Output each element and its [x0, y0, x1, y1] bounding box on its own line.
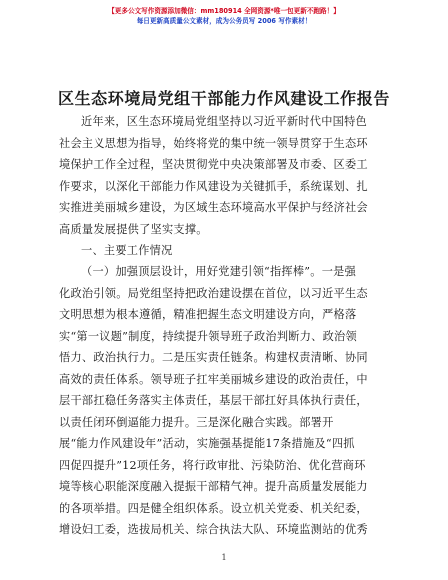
body-line: 以责任闭环倒逼能力提升。三是深化融合实践。部署开 [59, 416, 334, 429]
body-line: 作要求，以深化干部能力作风建设为关键抓手，系统谋划、扎 [59, 180, 368, 193]
body-line: （一）加强顶层设计，用好党建引领“指挥棒”。一是强 [81, 265, 357, 278]
document-title: 区生态环境局党组干部能力作风建设工作报告 [57, 89, 390, 108]
body-line: 境等核心职能深度融入提振干部精气神。提升高质量发展能力 [59, 480, 368, 493]
body-line: 增设妇工委，选拔局机关、综合执法大队、环境监测站的优秀 [59, 523, 368, 536]
body-line: 实推进美丽城乡建设，为区域生态环境高水平保护与经济社会 [59, 201, 368, 214]
body-line: 实“第一议题”制度，持续提升领导班子政治判断力、政治领 [59, 330, 357, 343]
body-line: 近年来，区生态环境局党组坚持以习近平新时代中国特色 [81, 115, 367, 128]
page-number: 1 [221, 553, 227, 562]
promo-banner-line-2: 每日更新高质量公文素材，成为公务员写 2006 写作素材！ [136, 17, 312, 25]
body-line: 文明思想为根本遵循，精准把握生态文明建设方向，严格落 [59, 308, 357, 321]
body-line: 展“能力作风建设年”活动，实施强基提能17条措施及“四抓 [59, 437, 355, 450]
body-line: 四促四提升”12项任务，将行政审批、污染防治、优化营商环 [59, 459, 366, 472]
body-line: 高效的责任体系。领导班子扛牢美丽城乡建设的政治责任，中 [59, 373, 368, 386]
promo-banner-line-1: 【更多公文写作资源添加微信：mm180914 全网资源*唯一包更新不跑路！】 [108, 7, 340, 15]
body-line: 悟力、政治执行力。二是压实责任链条。构建权责清晰、协同 [59, 351, 368, 364]
section-heading: 一、主要工作情况 [81, 244, 173, 257]
body-line: 高质量发展提供了坚实支撑。 [59, 223, 208, 236]
body-line: 化政治引领。局党组坚持把政治建设摆在首位，以习近平生态 [59, 287, 368, 300]
body-line: 社会主义思想为指导，始终将党的集中统一领导贯穿于生态环 [59, 137, 368, 150]
body-line: 境保护工作全过程，坚决贯彻党中央决策部署及市委、区委工 [59, 158, 368, 171]
body-line: 层干部扛稳任务落实主体责任，基层干部扛好具体执行责任， [59, 394, 368, 407]
promo-banner [0, 6, 448, 26]
body-line: 的各项举措。四是健全组织体系。设立机关党委、机关纪委， [59, 502, 368, 515]
